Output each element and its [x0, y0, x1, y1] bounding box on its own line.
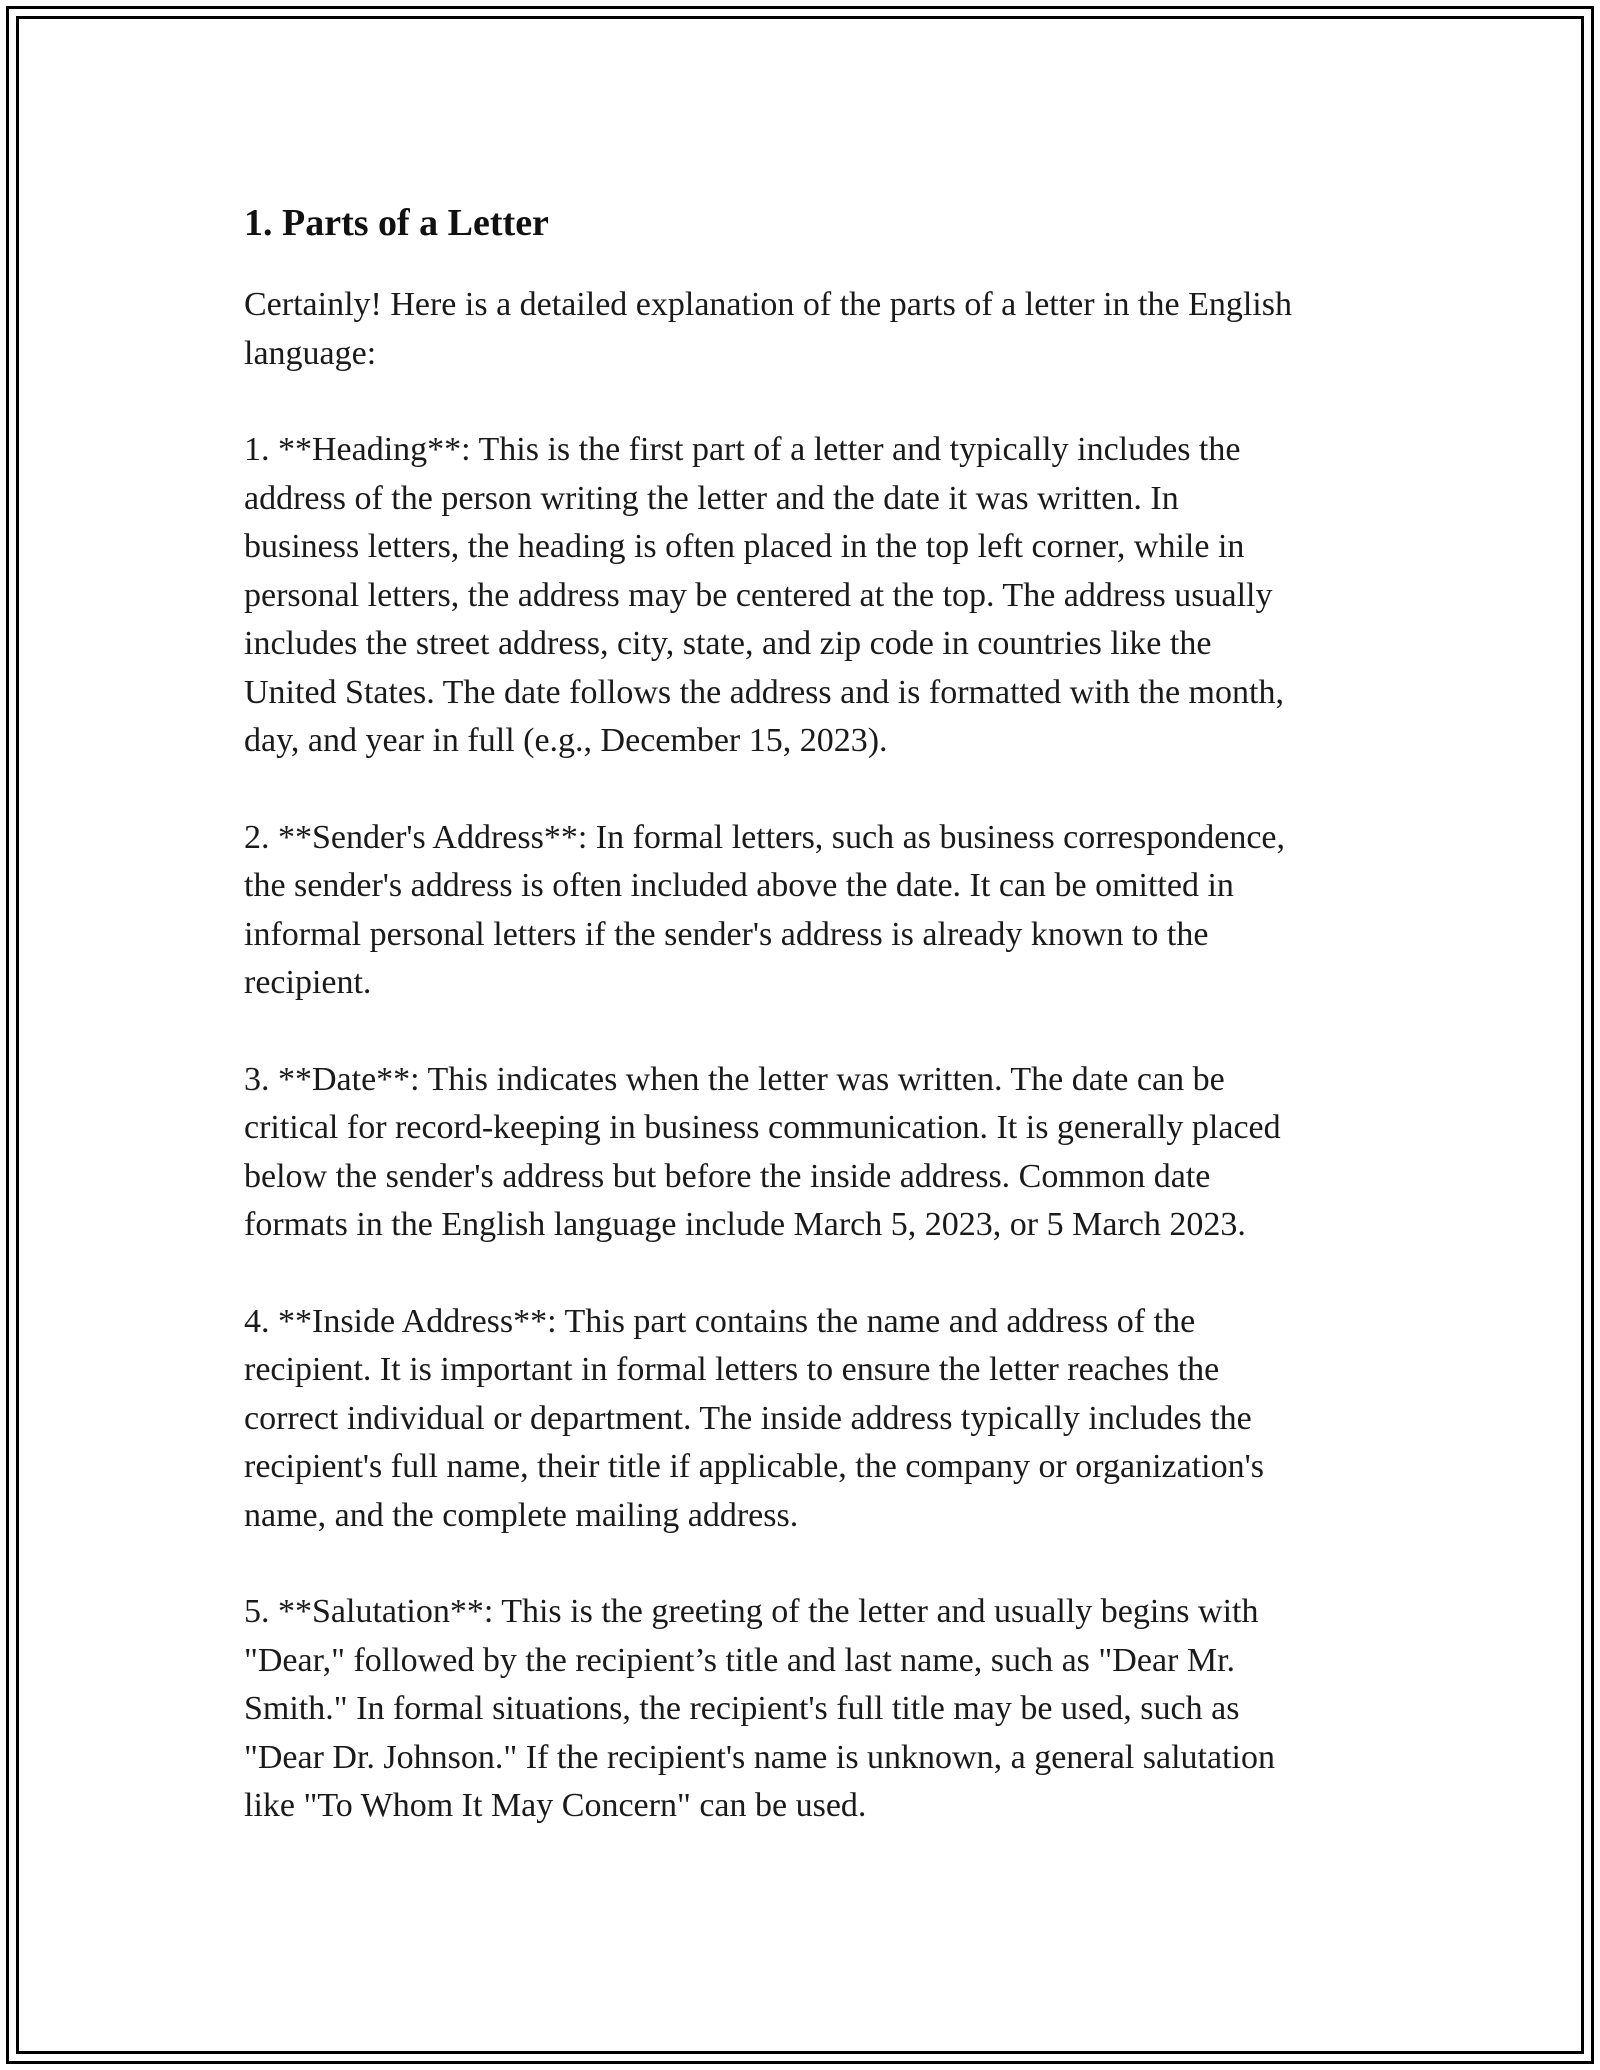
text-line: critical for record-keeping in business communication. It is generally placed	[244, 1109, 1281, 1146]
text-line: Certainly! Here is a detailed explanation of the parts of a letter in the English	[244, 286, 1292, 323]
text-line: 4. **Inside Address**: This part contains the name and address of the	[244, 1302, 1196, 1340]
text-line: recipient.	[244, 964, 372, 1001]
text-line: address of the person writing the letter and the date it was written. In	[244, 479, 1179, 517]
text-line: "Dear," followed by the recipient’s title and last name, such as "Dear Mr.	[244, 1641, 1236, 1679]
text-line: informal personal letters if the sender's address is already known to the	[244, 915, 1209, 953]
document-body	[244, 197, 1394, 1879]
text-line: language:	[244, 334, 377, 372]
text-line: below the sender's address but before the inside address. Common date	[244, 1157, 1211, 1195]
text-line: day, and year in full (e.g., December 15, 2023).	[244, 722, 888, 759]
text-line: recipient. It is important in formal letters to ensure the letter reaches the	[244, 1351, 1220, 1388]
heading-paragraph	[244, 426, 1394, 766]
text-line: 5. **Salutation**: This is the greeting of the letter and usually begins with	[244, 1593, 1259, 1630]
text-line: business letters, the heading is often placed in the top left corner, while in	[244, 528, 1245, 565]
text-line: 1. **Heading**: This is the first part of a letter and typically includes the	[244, 431, 1241, 468]
text-line: United States. The date follows the address and is formatted with the month,	[244, 673, 1284, 711]
text-line: personal letters, the address may be centered at the top. The address usually	[244, 576, 1273, 614]
intro-paragraph	[244, 281, 1394, 378]
salutation-paragraph	[244, 1588, 1394, 1831]
text-line: name, and the complete mailing address.	[244, 1496, 799, 1534]
senders-address-paragraph	[244, 814, 1394, 1008]
page-border	[6, 6, 1594, 2064]
text-line: 2. **Sender's Address**: In formal letters, such as business correspondence,	[244, 818, 1286, 856]
text-line: 3. **Date**: This indicates when the letter was written. The date can be	[244, 1060, 1225, 1098]
text-line: Smith." In formal situations, the recipient's full title may be used, such as	[244, 1690, 1240, 1727]
text-line: formats in the English language include March 5, 2023, or 5 March 2023.	[244, 1206, 1246, 1243]
text-line: correct individual or department. The inside address typically includes the	[244, 1399, 1252, 1437]
text-line: recipient's full name, their title if applicable, the company or organization's	[244, 1448, 1264, 1485]
text-line: "Dear Dr. Johnson." If the recipient's name is unknown, a general salutation	[244, 1738, 1275, 1776]
text-line: like "To Whom It May Concern" can be used.	[244, 1787, 867, 1824]
inside-address-paragraph	[244, 1298, 1394, 1541]
text-line: the sender's address is often included above the date. It can be omitted in	[244, 867, 1234, 904]
document-title: 1. Parts of a Letter	[244, 202, 549, 244]
text-line: includes the street address, city, state, and zip code in countries like the	[244, 625, 1212, 662]
date-paragraph	[244, 1056, 1394, 1250]
